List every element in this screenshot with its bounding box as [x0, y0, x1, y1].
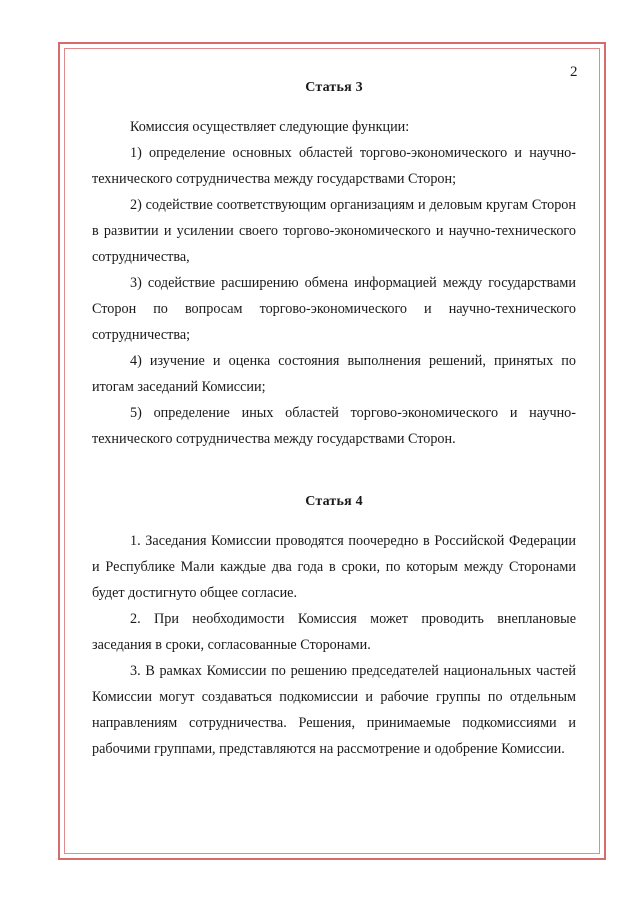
article-4-item-3: 3. В рамках Комиссии по решению председателей национальных частей Комиссии могут создаваться подкомиссии и рабочие группы по отдельным направлениям сотрудничества. Решения, принимаемые подкомиссиями и рабочими группами, представляются на рассмотрение и одобрение Комиссии. — [92, 663, 576, 757]
article-3-item-3: 3) содействие расширению обмена информацией между государствами Сторон по вопросам торгово-экономического и научно-технического сотрудничества; — [92, 275, 576, 343]
article-3 — [92, 80, 576, 452]
page-number: 2 — [570, 64, 578, 80]
article-4-item-1: 1. Заседания Комиссии проводятся поочередно в Российской Федерации и Республике Мали каждые два года в сроки, по которым между Сторонами будет достигнуто общее согласие. — [92, 533, 576, 601]
article-3-item-5: 5) определение иных областей торгово-экономического и научно-технического сотрудничества между государствами Сторон. — [92, 405, 576, 447]
article-4 — [92, 494, 576, 762]
document-body — [92, 80, 576, 762]
article-3-item-4: 4) изучение и оценка состояния выполнения решений, принятых по итогам заседаний Комиссии; — [92, 353, 576, 395]
article-4-title: Статья 4 — [305, 494, 363, 509]
article-4-item-2: 2. При необходимости Комиссия может проводить внеплановые заседания в сроки, согласованные Сторонами. — [92, 611, 576, 653]
article-3-item-2: 2) содействие соответствующим организациям и деловым кругам Сторон в развитии и усилении своего торгово-экономического и научно-технического сотрудничества, — [92, 197, 576, 265]
article-3-title: Статья 3 — [305, 80, 363, 95]
article-3-intro: Комиссия осуществляет следующие функции: — [130, 119, 410, 135]
article-3-item-1: 1) определение основных областей торгово-экономического и научно-технического сотрудничества между государствами Сторон; — [92, 145, 576, 187]
